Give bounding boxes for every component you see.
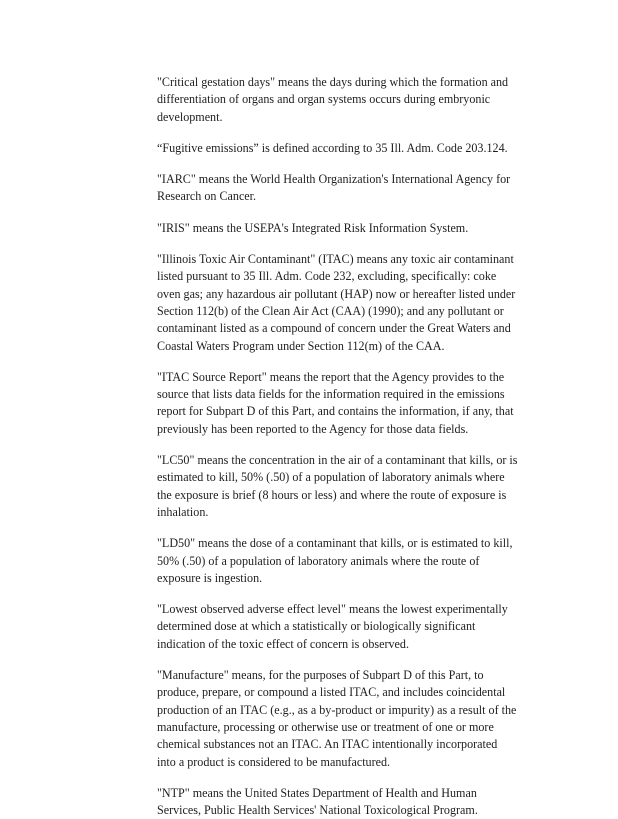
definition-iris: "IRIS" means the USEPA's Integrated Risk Information System. [157, 220, 469, 235]
definition-critical-gestation-days: "Critical gestation days" means the days during which the formation and differentiation of organs and organ systems occurs during embryonic development. [157, 75, 509, 124]
definition-lc50: "LC50" means the concentration in the air of a contaminant that kills, or is estimated to kill, 50% (.50) of a population of laboratory animals where the exposure is brief (8 hours or less) and where the route of exposure is inhalation. [157, 453, 518, 519]
definition-itac: "Illinois Toxic Air Contaminant" (ITAC) means any toxic air contaminant listed pursuant to 35 Ill. Adm. Code 232, excluding, specifically: coke oven gas; any hazardous air pollutant (HAP) now or hereafter listed under Section 112(b) of the Clean Air Act (CAA) (1990); and any pollutant or contaminant listed as a compound of concern under the Great Waters and Coastal Waters Program under Section 112(m) of the CAA. [157, 252, 516, 353]
definition-fugitive-emissions: “Fugitive emissions” is defined according to 35 Ill. Adm. Code 203.124. [157, 140, 508, 155]
definitions-list [157, 74, 519, 819]
definition-iarc: "IARC" means the World Health Organization's International Agency for Research on Cancer. [157, 172, 511, 204]
definition-itac-source-report: "ITAC Source Report" means the report that the Agency provides to the source that lists data fields for the information required in the emissions report for Subpart D of this Part, and contains the information, if any, that previously has been reported to the Agency for those data fields. [157, 369, 514, 436]
definition-ld50: "LD50" means the dose of a contaminant that kills, or is estimated to kill, 50% (.50) of a population of laboratory animals where the route of exposure is ingestion. [157, 536, 513, 585]
definition-ntp: "NTP" means the United States Department of Health and Human Services, Public Health Services' National Toxicological Program. [157, 785, 478, 818]
definition-manufacture: "Manufacture" means, for the purposes of Subpart D of this Part, to produce, prepare, or compound a listed ITAC, and includes coincidental production of an ITAC (e.g., as a by-product or impurity) as a result of the manufacture, processing or otherwise use or treatment of one or more chemical substances not an ITAC. An ITAC intentionally incorporated into a product is considered to be manufactured. [157, 668, 517, 769]
definition-loael: "Lowest observed adverse effect level" means the lowest experimentally determined dose at which a statistically or biologically significant indication of the toxic effect of concern is observed. [157, 602, 508, 651]
